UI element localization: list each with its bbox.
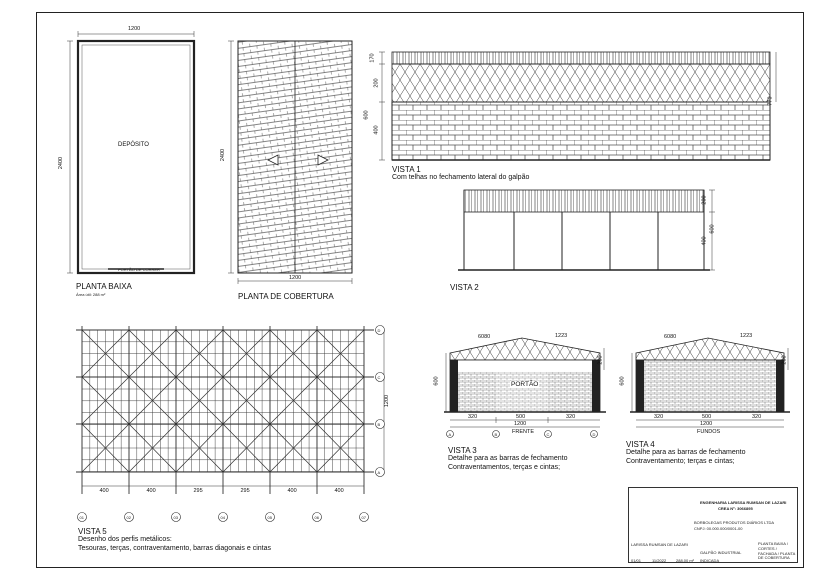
v5-col-axis-05-label: 05: [267, 514, 272, 520]
plan-title: PLANTA BAIXA: [76, 282, 132, 291]
v5-row-axis-d-label: D: [377, 327, 381, 333]
v4-dim-b2: 500: [702, 414, 712, 420]
tb-date: 11/2022: [652, 558, 667, 563]
plan-room-label: DEPÓSITO: [118, 142, 149, 148]
v5-title: VISTA 5: [78, 527, 107, 536]
plan-dim-side: 2400: [58, 156, 65, 170]
v4-caption: FUNDOS: [697, 429, 721, 435]
tb-cnpj: CNPJ: 00.000.000/0001-00: [694, 526, 743, 531]
v3-subtitle-2: Contraventamentos, terças e cintas;: [448, 464, 561, 471]
tb-client: BORBOLEGAS PRODUTOS DIÁRIOS LTDA: [694, 520, 775, 525]
v2-title: VISTA 2: [450, 283, 479, 292]
v1-title: VISTA 1: [392, 165, 421, 174]
v3-dim-top-2: 1223: [555, 333, 568, 339]
v2-dim-400: 400: [701, 236, 708, 246]
v4-dim-left: 600: [619, 376, 626, 386]
v3-axis-d: D: [592, 431, 596, 437]
v3-axis-a: A: [448, 431, 452, 437]
v5-col-axis-04-label: 04: [220, 514, 225, 520]
v3-axis-b: B: [494, 431, 498, 437]
sheet-border: [36, 12, 804, 568]
v3-axis-c: C: [546, 431, 550, 437]
v3-dim-total: 1200: [514, 421, 527, 427]
v5-bay-dim: 400: [334, 488, 344, 494]
v1-dim-600: 600: [363, 110, 370, 120]
v2-dim-600: 600: [709, 224, 716, 234]
plan-area-note: Área útil: 288 m²: [76, 292, 106, 297]
v3-dim-top-1: 6080: [478, 334, 491, 340]
v5-col-axis-07-label: 07: [361, 514, 366, 520]
v1-dim-400: 400: [373, 125, 380, 135]
v5-row-axis-a-label: A: [377, 469, 381, 475]
roof-title: PLANTA DE COBERTURA: [238, 292, 334, 301]
v3-dim-b3: 320: [566, 414, 576, 420]
v1-subtitle: Com telhas no fechamento lateral do galpão: [392, 174, 530, 181]
v5-col-axis-03-label: 03: [173, 514, 178, 520]
v5-row-axis-b-label: B: [377, 421, 381, 427]
tb-project: GALPÃO INDUSTRIAL: [700, 550, 742, 555]
v5-bay-dim: 400: [287, 488, 297, 494]
v4-dim-b1: 320: [654, 414, 664, 420]
v4-dim-total: 1200: [700, 421, 713, 427]
plan-gate-note: PORTÃO DE CORRER: [118, 267, 160, 272]
v5-dim-right: 1200: [384, 394, 391, 408]
v5-row-axis-c-label: C: [377, 374, 381, 380]
v4-dim-top-1: 6080: [664, 334, 677, 340]
roof-dim-bottom: 1200: [289, 275, 302, 281]
v4-dim-b3: 320: [752, 414, 762, 420]
v5-col-axis-02-label: 02: [126, 514, 131, 520]
roof-dim-side: 2400: [220, 148, 227, 162]
v5-col-axis-01-label: 01: [79, 514, 84, 520]
v3-dim-b2: 500: [516, 414, 526, 420]
plan-dim-top: 1200: [128, 26, 141, 32]
tb-owner: LARISSA RUMSAN DE LAZARI: [631, 542, 688, 547]
v5-subtitle-2: Tesouras, terças, contraventamento, barras diagonais e cintas: [78, 545, 271, 552]
v5-bay-dim: 295: [193, 488, 203, 494]
v3-caption: FRENTE: [512, 429, 534, 435]
v4-subtitle-1: Detalhe para as barras de fechamento: [626, 449, 746, 456]
tb-scale: INDICADA: [700, 558, 720, 563]
v2-dim-200: 200: [701, 195, 708, 205]
v3-dim-b1: 320: [468, 414, 478, 420]
v3-dim-right: 200: [597, 355, 604, 365]
v4-dim-right: 200: [781, 355, 788, 365]
v3-door-label: PORTÃO: [511, 381, 539, 388]
v5-bay-dim: 295: [240, 488, 250, 494]
v5-subtitle-1: Desenho dos perfis metálicos:: [78, 536, 172, 543]
v3-subtitle-1: Detalhe para as barras de fechamento: [448, 455, 568, 462]
v5-bay-dim: 400: [99, 488, 109, 494]
v1-dim-200: 200: [373, 78, 380, 88]
v4-dim-top-2: 1223: [740, 333, 753, 339]
v1-dim-770: 770: [767, 96, 774, 106]
v4-title: VISTA 4: [626, 440, 655, 449]
tb-sheet: 01/01: [631, 558, 642, 563]
v5-col-axis-06-label: 06: [314, 514, 319, 520]
tb-area: 288,00 m²: [676, 558, 695, 563]
v4-subtitle-2: Contraventamento; terças e cintas;: [626, 458, 735, 465]
tb-crea: CREA Nº: 3066895: [718, 506, 753, 511]
v1-dim-170: 170: [369, 53, 376, 63]
tb-content: PLANTA BAIXA / CORTES / FACHADA / PLANTA DE COBERTURA: [758, 541, 796, 561]
tb-firm: ENGENHARIA LARISSA RUMSAN DE LAZARI: [700, 500, 787, 505]
v3-dim-left: 600: [433, 376, 440, 386]
v3-title: VISTA 3: [448, 446, 477, 455]
v5-bay-dim: 400: [146, 488, 156, 494]
